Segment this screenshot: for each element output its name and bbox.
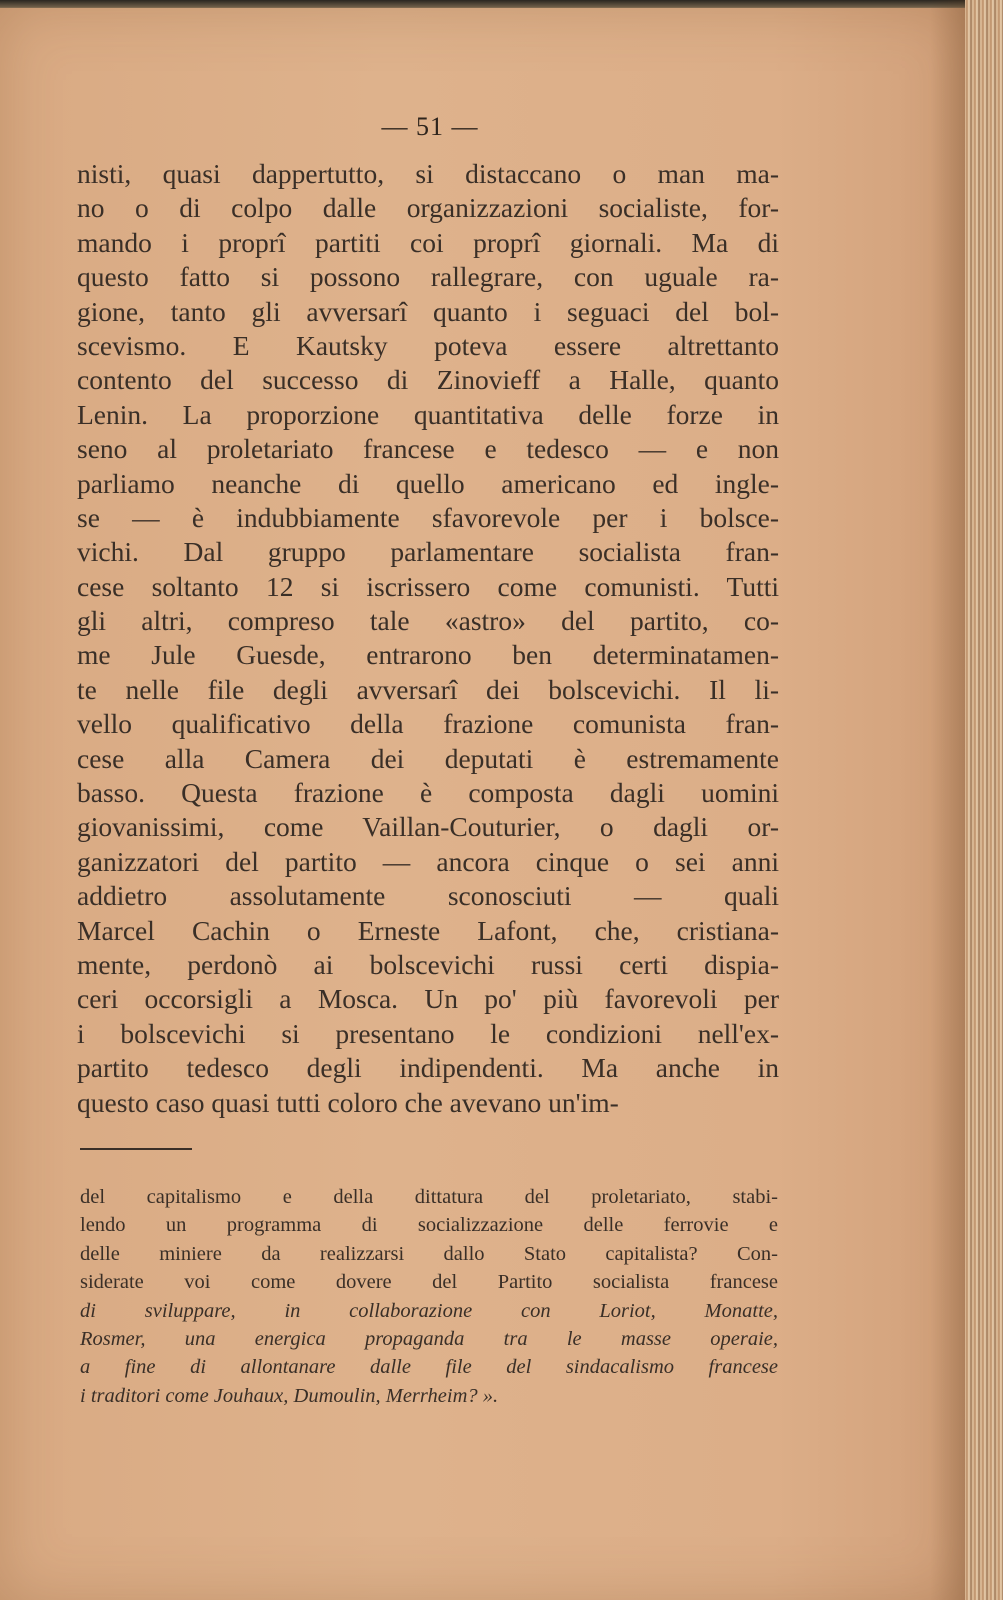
page-gutter-shadow bbox=[930, 0, 970, 1600]
text-line: te nelle file degli avversarî dei bolscevichi. Il li- bbox=[77, 673, 779, 705]
footnote-line: i traditori come Jouhaux, Dumoulin, Merrheim? ». bbox=[80, 1384, 499, 1407]
text-line: gione, tanto gli avversarî quanto i seguaci del bol- bbox=[77, 295, 779, 327]
text-line: i bolscevichi si presentano le condizioni nell'ex- bbox=[77, 1017, 779, 1049]
text-line: addietro assolutamente sconosciuti — quali bbox=[77, 880, 779, 912]
text-line: ganizzatori del partito — ancora cinque o sei anni bbox=[77, 845, 779, 877]
text-line: parliamo neanche di quello americano ed ingle- bbox=[77, 467, 779, 499]
text-line: me Jule Guesde, entrarono ben determinatamen- bbox=[77, 639, 779, 671]
footnote-line: siderate voi come dovere del Partito socialista francese bbox=[80, 1271, 778, 1294]
body-text bbox=[77, 157, 779, 1120]
footnote-separator bbox=[80, 1148, 192, 1150]
text-line: mente, perdonò ai bolscevichi russi certi dispia- bbox=[77, 948, 779, 980]
text-line: mando i proprî partiti coi proprî giornali. Ma di bbox=[77, 226, 779, 258]
text-line: contento del successo di Zinovieff a Halle, quanto bbox=[77, 364, 779, 396]
footnote bbox=[80, 1183, 778, 1410]
text-line: giovanissimi, come Vaillan-Couturier, o dagli or- bbox=[77, 811, 779, 843]
text-line: cese soltanto 12 si iscrissero come comunisti. Tutti bbox=[77, 570, 779, 602]
text-line: ceri occorsigli a Mosca. Un po' più favorevoli per bbox=[77, 983, 779, 1015]
footnote-line: di sviluppare, in collaborazione con Loriot, Monatte, bbox=[80, 1299, 778, 1322]
text-line: se — è indubbiamente sfavorevole per i bolsce- bbox=[77, 501, 779, 533]
text-line: vichi. Dal gruppo parlamentare socialista fran- bbox=[77, 536, 779, 568]
footnote-line: delle miniere da realizzarsi dallo Stato capitalista? Con- bbox=[80, 1242, 778, 1265]
text-line: questo fatto si possono rallegrare, con uguale ra- bbox=[77, 261, 779, 293]
footnote-line: a fine di allontanare dalle file del sindacalismo francese bbox=[80, 1356, 778, 1379]
text-line: seno al proletariato francese e tedesco — e non bbox=[77, 433, 779, 465]
text-line: gli altri, compreso tale «astro» del partito, co- bbox=[77, 605, 779, 637]
text-line: partito tedesco degli indipendenti. Ma anche in bbox=[77, 1052, 779, 1084]
book-page-edges bbox=[965, 0, 1003, 1600]
text-line: Marcel Cachin o Erneste Lafont, che, cristiana- bbox=[77, 914, 779, 946]
page-number: — 51 — bbox=[381, 112, 479, 141]
footnote-line: del capitalismo e della dittatura del proletariato, stabi- bbox=[80, 1186, 778, 1208]
text-line: cese alla Camera dei deputati è estremamente bbox=[77, 742, 779, 774]
text-line: vello qualificativo della frazione comunista fran- bbox=[77, 708, 779, 740]
text-line: basso. Questa frazione è composta dagli uomini bbox=[77, 777, 779, 809]
text-line: scevismo. E Kautsky poteva essere altrettanto bbox=[77, 329, 779, 361]
footnote-line: lendo un programma di socializzazione delle ferrovie e bbox=[80, 1214, 778, 1237]
text-line: nisti, quasi dappertutto, si distaccano o man ma- bbox=[77, 158, 779, 189]
text-line: no o di colpo dalle organizzazioni socialiste, for- bbox=[77, 192, 779, 224]
text-line: Lenin. La proporzione quantitativa delle forze in bbox=[77, 398, 779, 430]
footnote-line: Rosmer, una energica propaganda tra le masse operaie, bbox=[80, 1327, 778, 1350]
text-line: questo caso quasi tutti coloro che avevano un'im- bbox=[77, 1086, 619, 1118]
